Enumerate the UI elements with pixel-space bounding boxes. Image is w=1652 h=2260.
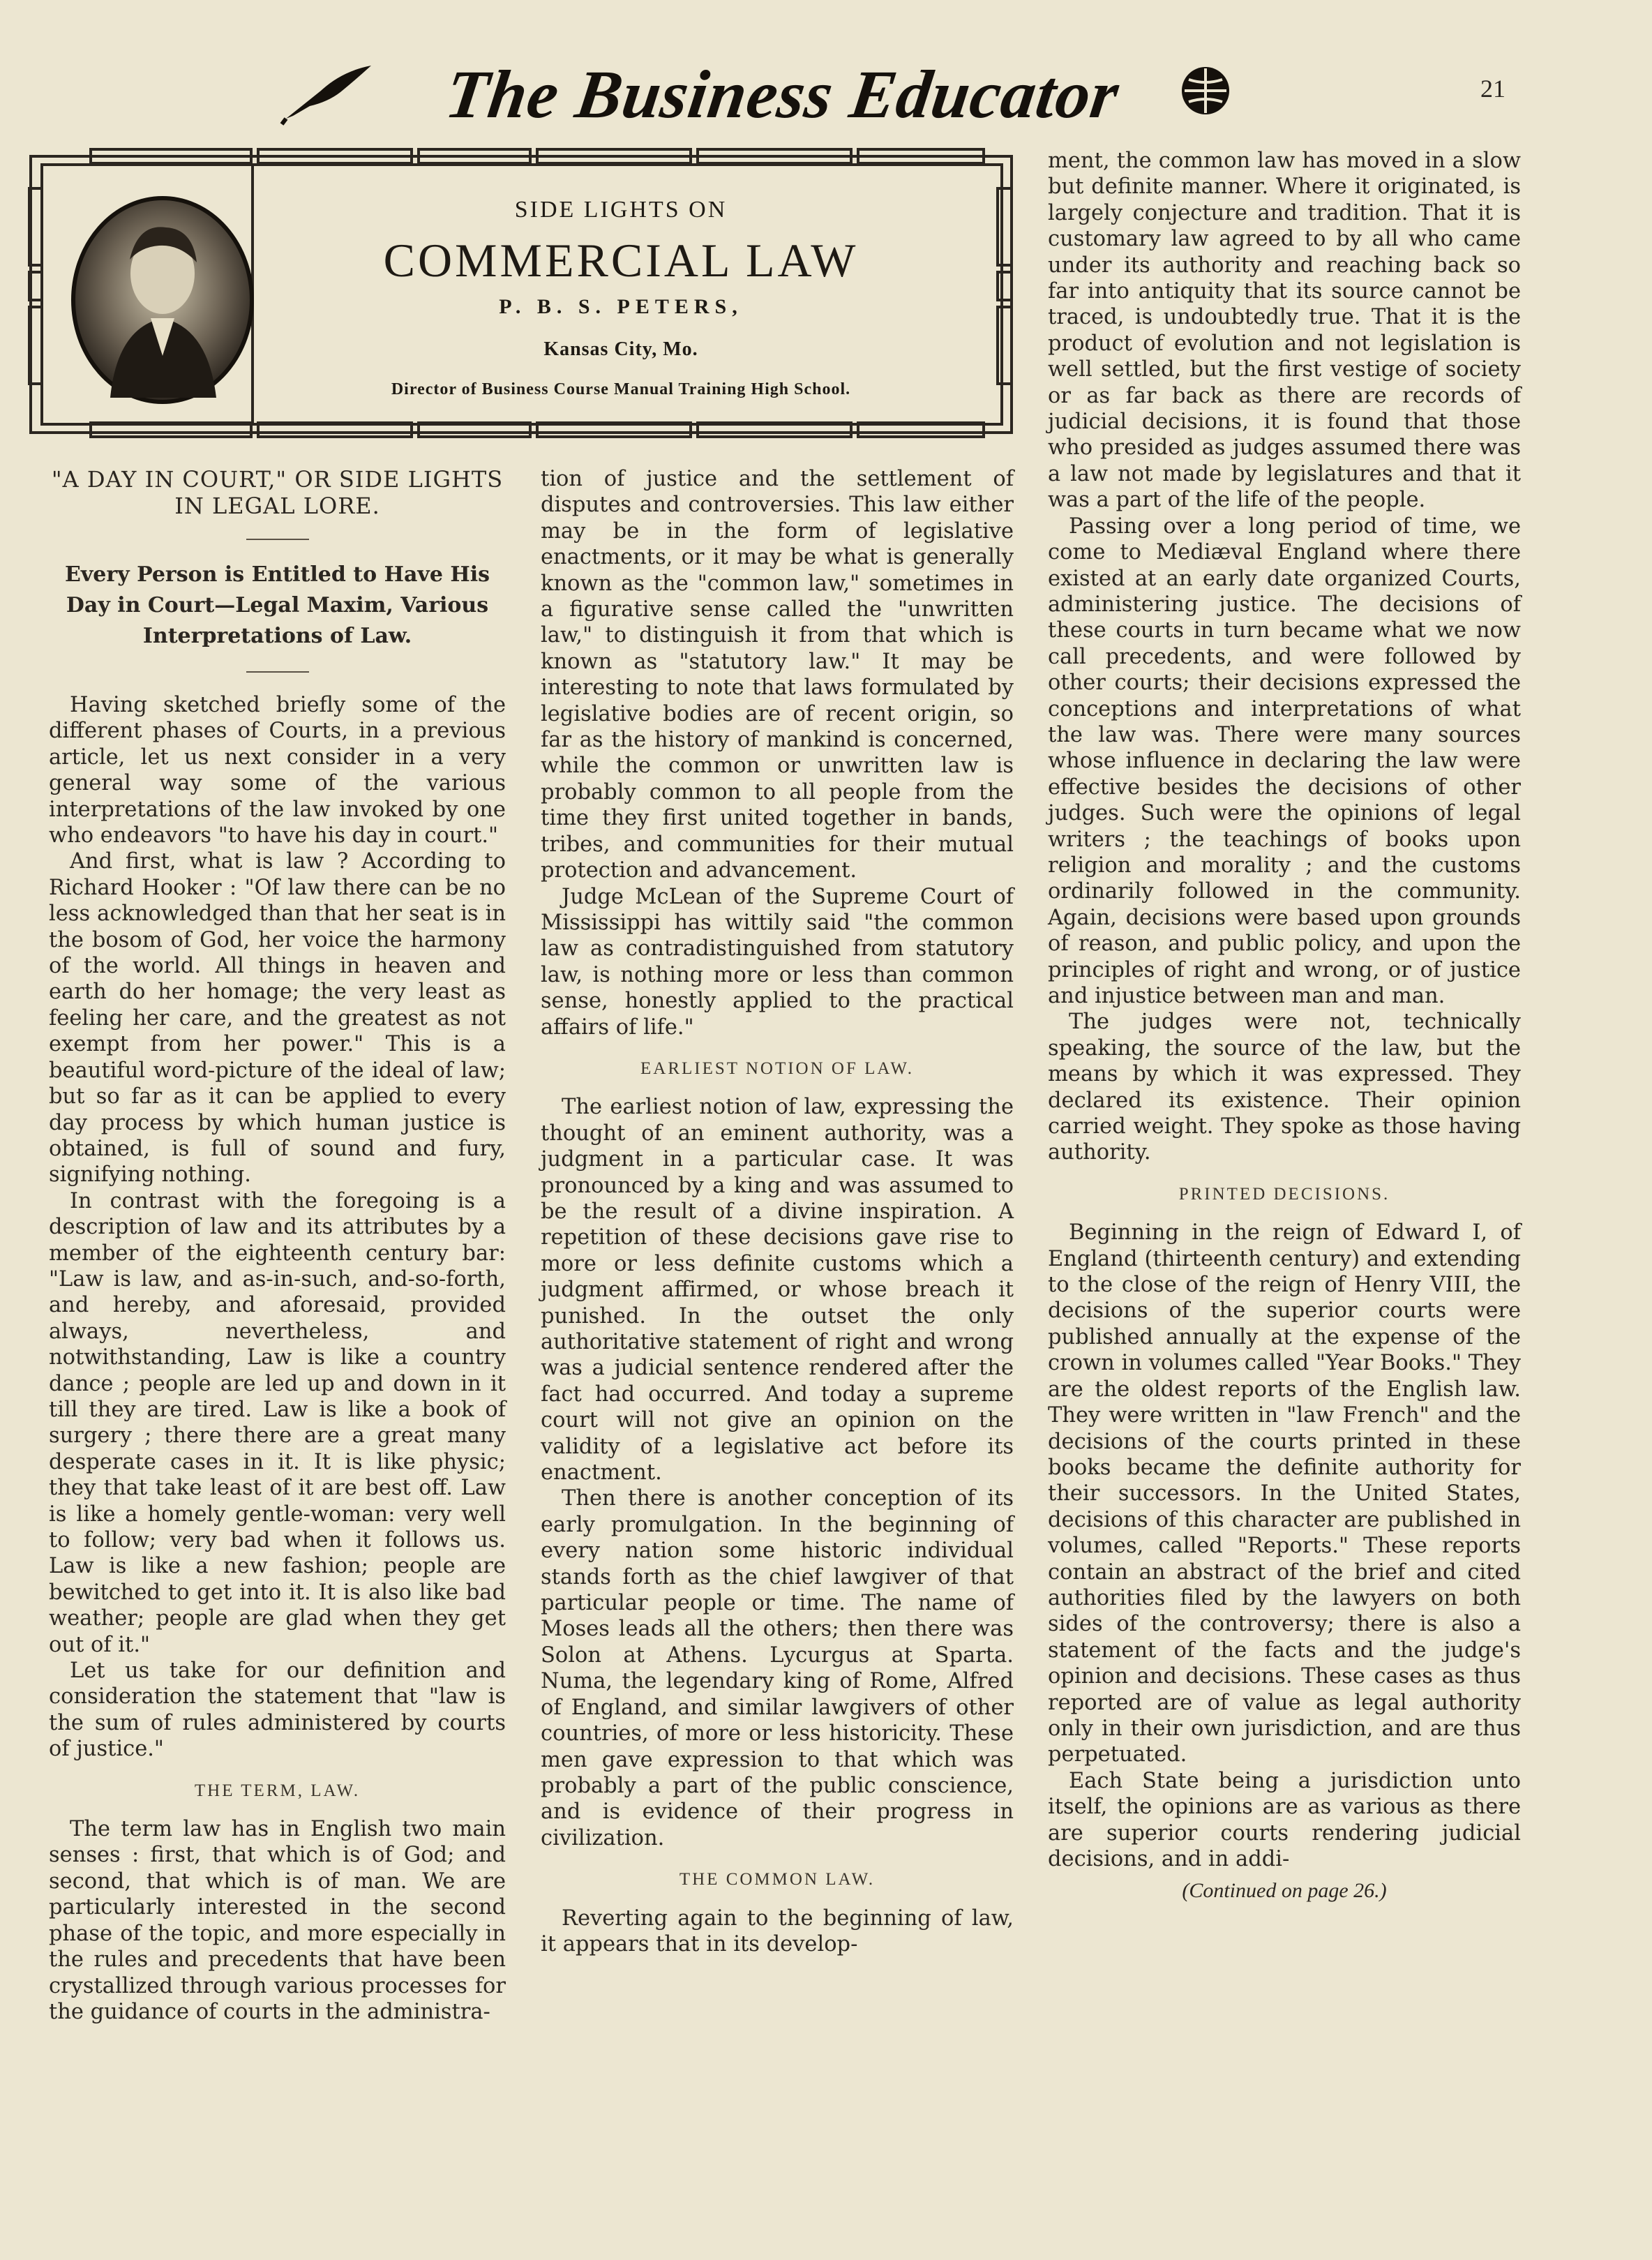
paragraph: Then there is another conception of its early promulgation. In the beginning of every nation some historic individual stands forth as the chief lawgiver of that particular people or time. The name of Moses leads all the others; then there was Solon at Athens. Lycurgus at Sparta. Numa, the legendary king of Rome, Alfred of England, and similar lawgivers of other countries, of more or less historicity. These men gave expression to that which was probably a part of the public conscience, and is evidence of their progress in civilization. [541,1486,1014,1850]
section-heading-common-law: THE COMMON LAW. [679,1870,876,1889]
paragraph: The term law has in English two main senses : first, that which is of God; and second, that which is of man. We are particularly interested in the second phase of the topic, and more especially in the rules and precedents that have been crystallized through various processes for the guidance of courts in the administra- [49,1817,506,2024]
globe-emblem-icon [1178,63,1233,119]
article-header-box [28,147,1019,440]
section-heading-earliest: EARLIEST NOTION OF LAW. [640,1058,914,1078]
paragraph: Let us take for our definition and consideration the statement that "law is the sum of rules administered by courts of justice." [49,1659,506,1762]
header-city: Kansas City, Mo. [543,338,698,360]
paragraph: Each State being a jurisdiction unto itself, the opinions are as various as there are superior courts rendering judicial decisions, and in addi- [1048,1768,1521,1871]
paragraph: In contrast with the foregoing is a description of law and its attributes by a member of the eighteenth century bar: "Law is law, and as-in-such, and-so-forth, and hereby, and aforesaid, provided always, nevertheless, and notwithstanding, Law is like a country dance ; people are led up and down in it till they are tired. Law is like a book of surgery ; there there are a great many desperate cases in it. It is like physic; they that take least of it are best off. Law is like a homely gentle-woman: very well to follow; very bad when it follows us. Law is like a new fashion; people are bewitched to get into it. It is also like bad weather; people are glad when they get out of it." [49,1188,506,1657]
masthead [0,49,1652,147]
paragraph: ment, the common law has moved in a slow but definite manner. Where it originated, is largely conjecture and tradition. That it is customary law agreed to by all who came under its authority and reaching back so far into antiquity that its source cannot be traced, is undoubtedly true. That it is the product of evolution and not legislation is well settled, but the first vestige of society or as far back as there are records of judicial decisions, it is found that those who presided as judges assumed there was a law not made by legislatures and that it was a part of the life of the people. [1048,149,1521,513]
header-title: COMMERCIAL LAW [383,234,859,287]
header-role: Director of Business Course Manual Training High School. [391,380,851,398]
article-column-1 [49,466,506,2025]
paragraph: Passing over a long period of time, we come to Mediæval England where there existed at an early date organized Courts, administering justice. The decisions of these courts in turn became what we now call precedents, and were followed by other courts; their decisions expressed the conceptions and interpretations of what the law was. There were many sources whose influence in declaring the law were effective besides the decisions of other judges. Such were the opinions of legal writers ; the teachings of books upon religion and morality ; and the customs ordinarily followed in the community. Again, decisions were based upon grounds of reason, and public policy, and upon the principles of right and wrong, or of justice and injustice between man and man. [1048,514,1521,1008]
section-heading-printed: PRINTED DECISIONS. [1178,1184,1390,1204]
paragraph: Judge McLean of the Supreme Court of Mississippi has wittily said "the common law as contradistinguished from statutory law, is nothing more or less than common sense, honestly applied to the practical affairs of life." [541,884,1014,1040]
article-column-2 [541,466,1014,1957]
header-author: P. B. S. PETERS, [499,295,743,318]
header-text-block [279,188,963,399]
paragraph: Beginning in the reign of Edward I, of England (thirteenth century) and extending to the close of the reign of Henry VIII, the decisions of the superior courts were published annually at the expense of the crown in volumes called "Year Books." They are the oldest reports of the English law. They were written in "law French" and the decisions of the courts printed in these books became the definite authority for their successors. In the United States, decisions of this character are published in volumes, called "Reports." These reports contain an abstract of the brief and cited authorities filed by the lawyers on both sides of the controversy; there is also a statement of the facts and the judge's opinion and decisions. These cases as thus reported are of value as legal authority only in their own jurisdiction, and are thus perpetuated. [1048,1220,1521,1767]
paragraph: And first, what is law ? According to Richard Hooker : "Of law there can be no less acknowledged than that her seat is in the bosom of God, her voice the harmony of the world. All things in heaven and earth do her homage; the very least as feeling her care, and the greatest as not exempt from her power." This is a beautiful word-picture of the ideal of law; but so far as it can be applied to every day process by which human justice is obtained, is full of sound and fury, signifying nothing. [49,849,506,1188]
article-column-3 [1048,148,1521,1904]
article-title: "A DAY IN COURT," OR SIDE LIGHTS IN LEGAL LORE. [51,466,504,519]
paragraph: Having sketched briefly some of the different phases of Courts, in a previous article, let us next consider in a very general way some of the various interpretations of the law invoked by one who endeavors "to have his day in court." [49,693,506,848]
quill-pen-icon [279,63,377,126]
header-kicker: SIDE LIGHTS ON [514,197,728,223]
masthead-title: The Business Educator [441,57,1124,133]
paragraph: Reverting again to the beginning of law, it appears that in its develop- [541,1906,1014,1956]
continued-note[interactable]: (Continued on page 26.) [1182,1879,1387,1903]
paragraph: The judges were not, technically speaking, the source of the law, but the means by which it was expressed. They declared its existence. Their opinion carried weight. They spoke as those having authority. [1048,1010,1521,1165]
paragraph: The earliest notion of law, expressing the thought of an eminent authority, was a judgment in a particular case. It was pronounced by a king and was assumed to be the result of a divine inspiration. A repetition of these decisions gave rise to more or less definite customs which a judgment affirmed, or whose breach it punished. In the outset the only authoritative statement of right and wrong was a judicial sentence rendered after the fact had occurred. And today a supreme court will not give an opinion on the validity of a legislative act before its enactment. [541,1095,1014,1486]
divider-rule [246,671,309,673]
page-number: 21 [1480,75,1505,103]
paragraph: tion of justice and the settlement of disputes and controversies. This law either may be in the form of legislative enactments, or it may be what is generally known as the "common law," sometimes in a figurative sense called the "unwritten law," to distinguish it from that which is known as "statutory law." It may be interesting to note that laws formulated by legislative bodies are of recent origin, so far as the history of mankind is concerned, while the common or unwritten law is probably common to all people from the time they first united together in bands, tribes, and communities for their mutual protection and advancement. [541,467,1014,883]
article-subheading: Every Person is Entitled to Have His Day in Court—Legal Maxim, Various Interpretations of Law. [65,562,490,648]
divider-rule [246,539,309,540]
section-heading-term: THE TERM, LAW. [194,1781,361,1800]
author-portrait [68,195,257,405]
